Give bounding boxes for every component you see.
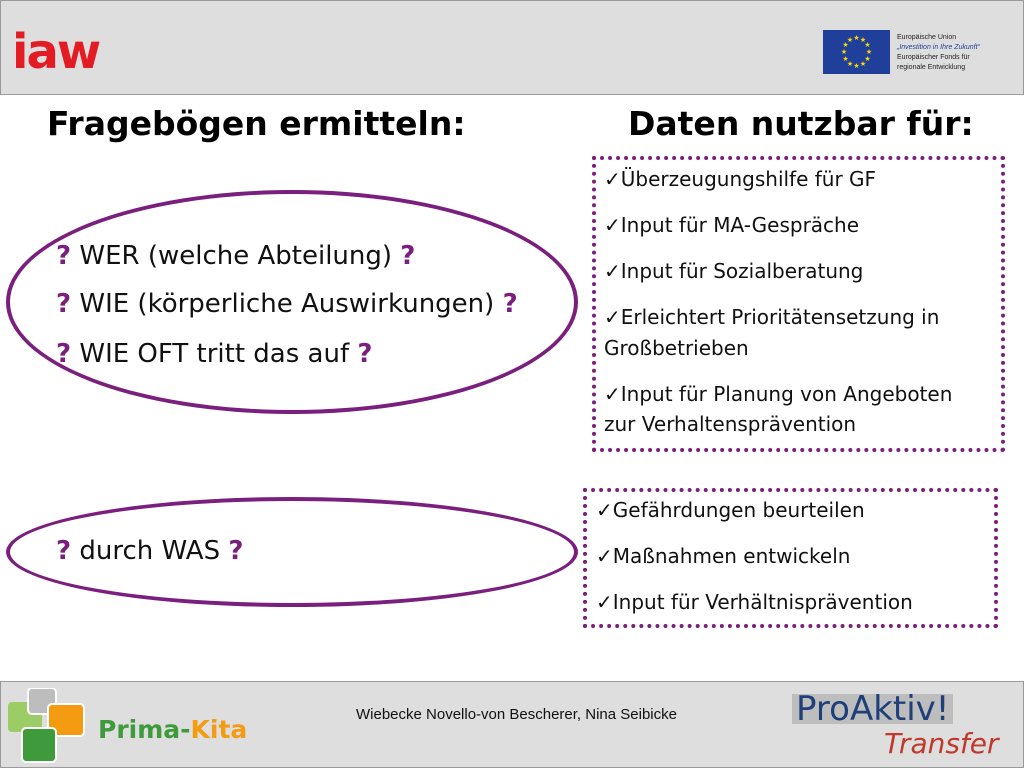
prima-kita-wordmark [98, 715, 247, 744]
svg-text:★: ★ [840, 48, 848, 56]
list-item-continued: Großbetrieben [604, 336, 749, 360]
question-line [56, 241, 415, 271]
check-icon: ✓ [604, 305, 621, 329]
eu-flag-icon [823, 30, 890, 74]
question-line [56, 289, 518, 319]
check-icon: ✓ [596, 544, 613, 568]
question-mark: ? [400, 241, 416, 271]
eu-line: Europäische Union [897, 34, 957, 41]
list-item-text: Überzeugungshilfe für GF [620, 167, 877, 191]
right-title: Daten nutzbar für: [628, 104, 974, 143]
list-item [596, 541, 850, 571]
list-item-text: Erleichtert Prioritätensetzung in [620, 305, 940, 329]
question-text: WER (welche Abteilung) [79, 241, 393, 271]
list-item [604, 256, 863, 286]
list-item [604, 302, 939, 332]
question-mark: ? [228, 536, 244, 566]
left-title: Fragebögen ermitteln: [47, 104, 466, 143]
svg-text:★: ★ [842, 41, 849, 49]
question-mark: ? [357, 339, 373, 369]
question-text: WIE OFT tritt das auf [79, 339, 350, 369]
list-item [604, 210, 859, 240]
kita-word: Kita [190, 715, 248, 744]
list-item-text: Input für Sozialberatung [620, 259, 864, 283]
list-item-text: Maßnahmen entwickeln [612, 544, 851, 568]
question-mark: ? [56, 289, 72, 319]
eu-line: „Investition in Ihre Zukunft“ [897, 44, 980, 51]
proaktiv-logo: ProAktiv! [792, 694, 953, 724]
question-line [56, 339, 372, 369]
list-item [604, 379, 952, 409]
prima-word: Prima- [98, 715, 191, 744]
question-mark: ? [56, 536, 72, 566]
svg-text:★: ★ [864, 41, 871, 49]
list-item-text: Input für MA-Gespräche [620, 213, 860, 237]
list-item-text: Input für Verhältnisprävention [612, 590, 913, 614]
question-mark: ? [56, 339, 72, 369]
question-text: WIE (körperliche Auswirkungen) [79, 289, 495, 319]
list-item-continued: zur Verhaltensprävention [604, 412, 857, 436]
list-item-text: Gefährdungen beurteilen [612, 498, 865, 522]
svg-text:★: ★ [864, 55, 871, 63]
footer-author: Wiebecke Novello-von Bescherer, Nina Seibicke [356, 706, 677, 723]
question-mark: ? [502, 289, 518, 319]
iaw-logo: iaw [12, 24, 100, 80]
check-icon: ✓ [596, 590, 613, 614]
list-item [596, 587, 913, 617]
svg-text:★: ★ [859, 60, 867, 68]
check-icon: ✓ [604, 213, 621, 237]
check-icon: ✓ [604, 167, 621, 191]
eu-line: Europäischer Fonds für [897, 54, 970, 61]
question-line [56, 536, 243, 566]
list-item [604, 164, 876, 194]
check-icon: ✓ [604, 259, 621, 283]
list-item-text: Input für Planung von Angeboten [620, 382, 953, 406]
svg-text:★: ★ [846, 36, 854, 44]
transfer-logo: Transfer [884, 727, 999, 760]
question-text: durch WAS [79, 536, 221, 566]
list-item [596, 495, 865, 525]
eu-funding-text [897, 33, 1017, 73]
check-icon: ✓ [604, 382, 621, 406]
svg-text:★: ★ [865, 48, 873, 56]
svg-text:★: ★ [853, 34, 860, 42]
check-icon: ✓ [596, 498, 613, 522]
prima-kita-logo-icon [8, 688, 88, 764]
svg-text:★: ★ [842, 55, 849, 63]
eu-line: regionale Entwicklung [897, 64, 966, 71]
svg-text:★: ★ [853, 62, 860, 70]
svg-text:★: ★ [859, 36, 867, 44]
svg-text:★: ★ [846, 60, 854, 68]
question-mark: ? [56, 241, 72, 271]
